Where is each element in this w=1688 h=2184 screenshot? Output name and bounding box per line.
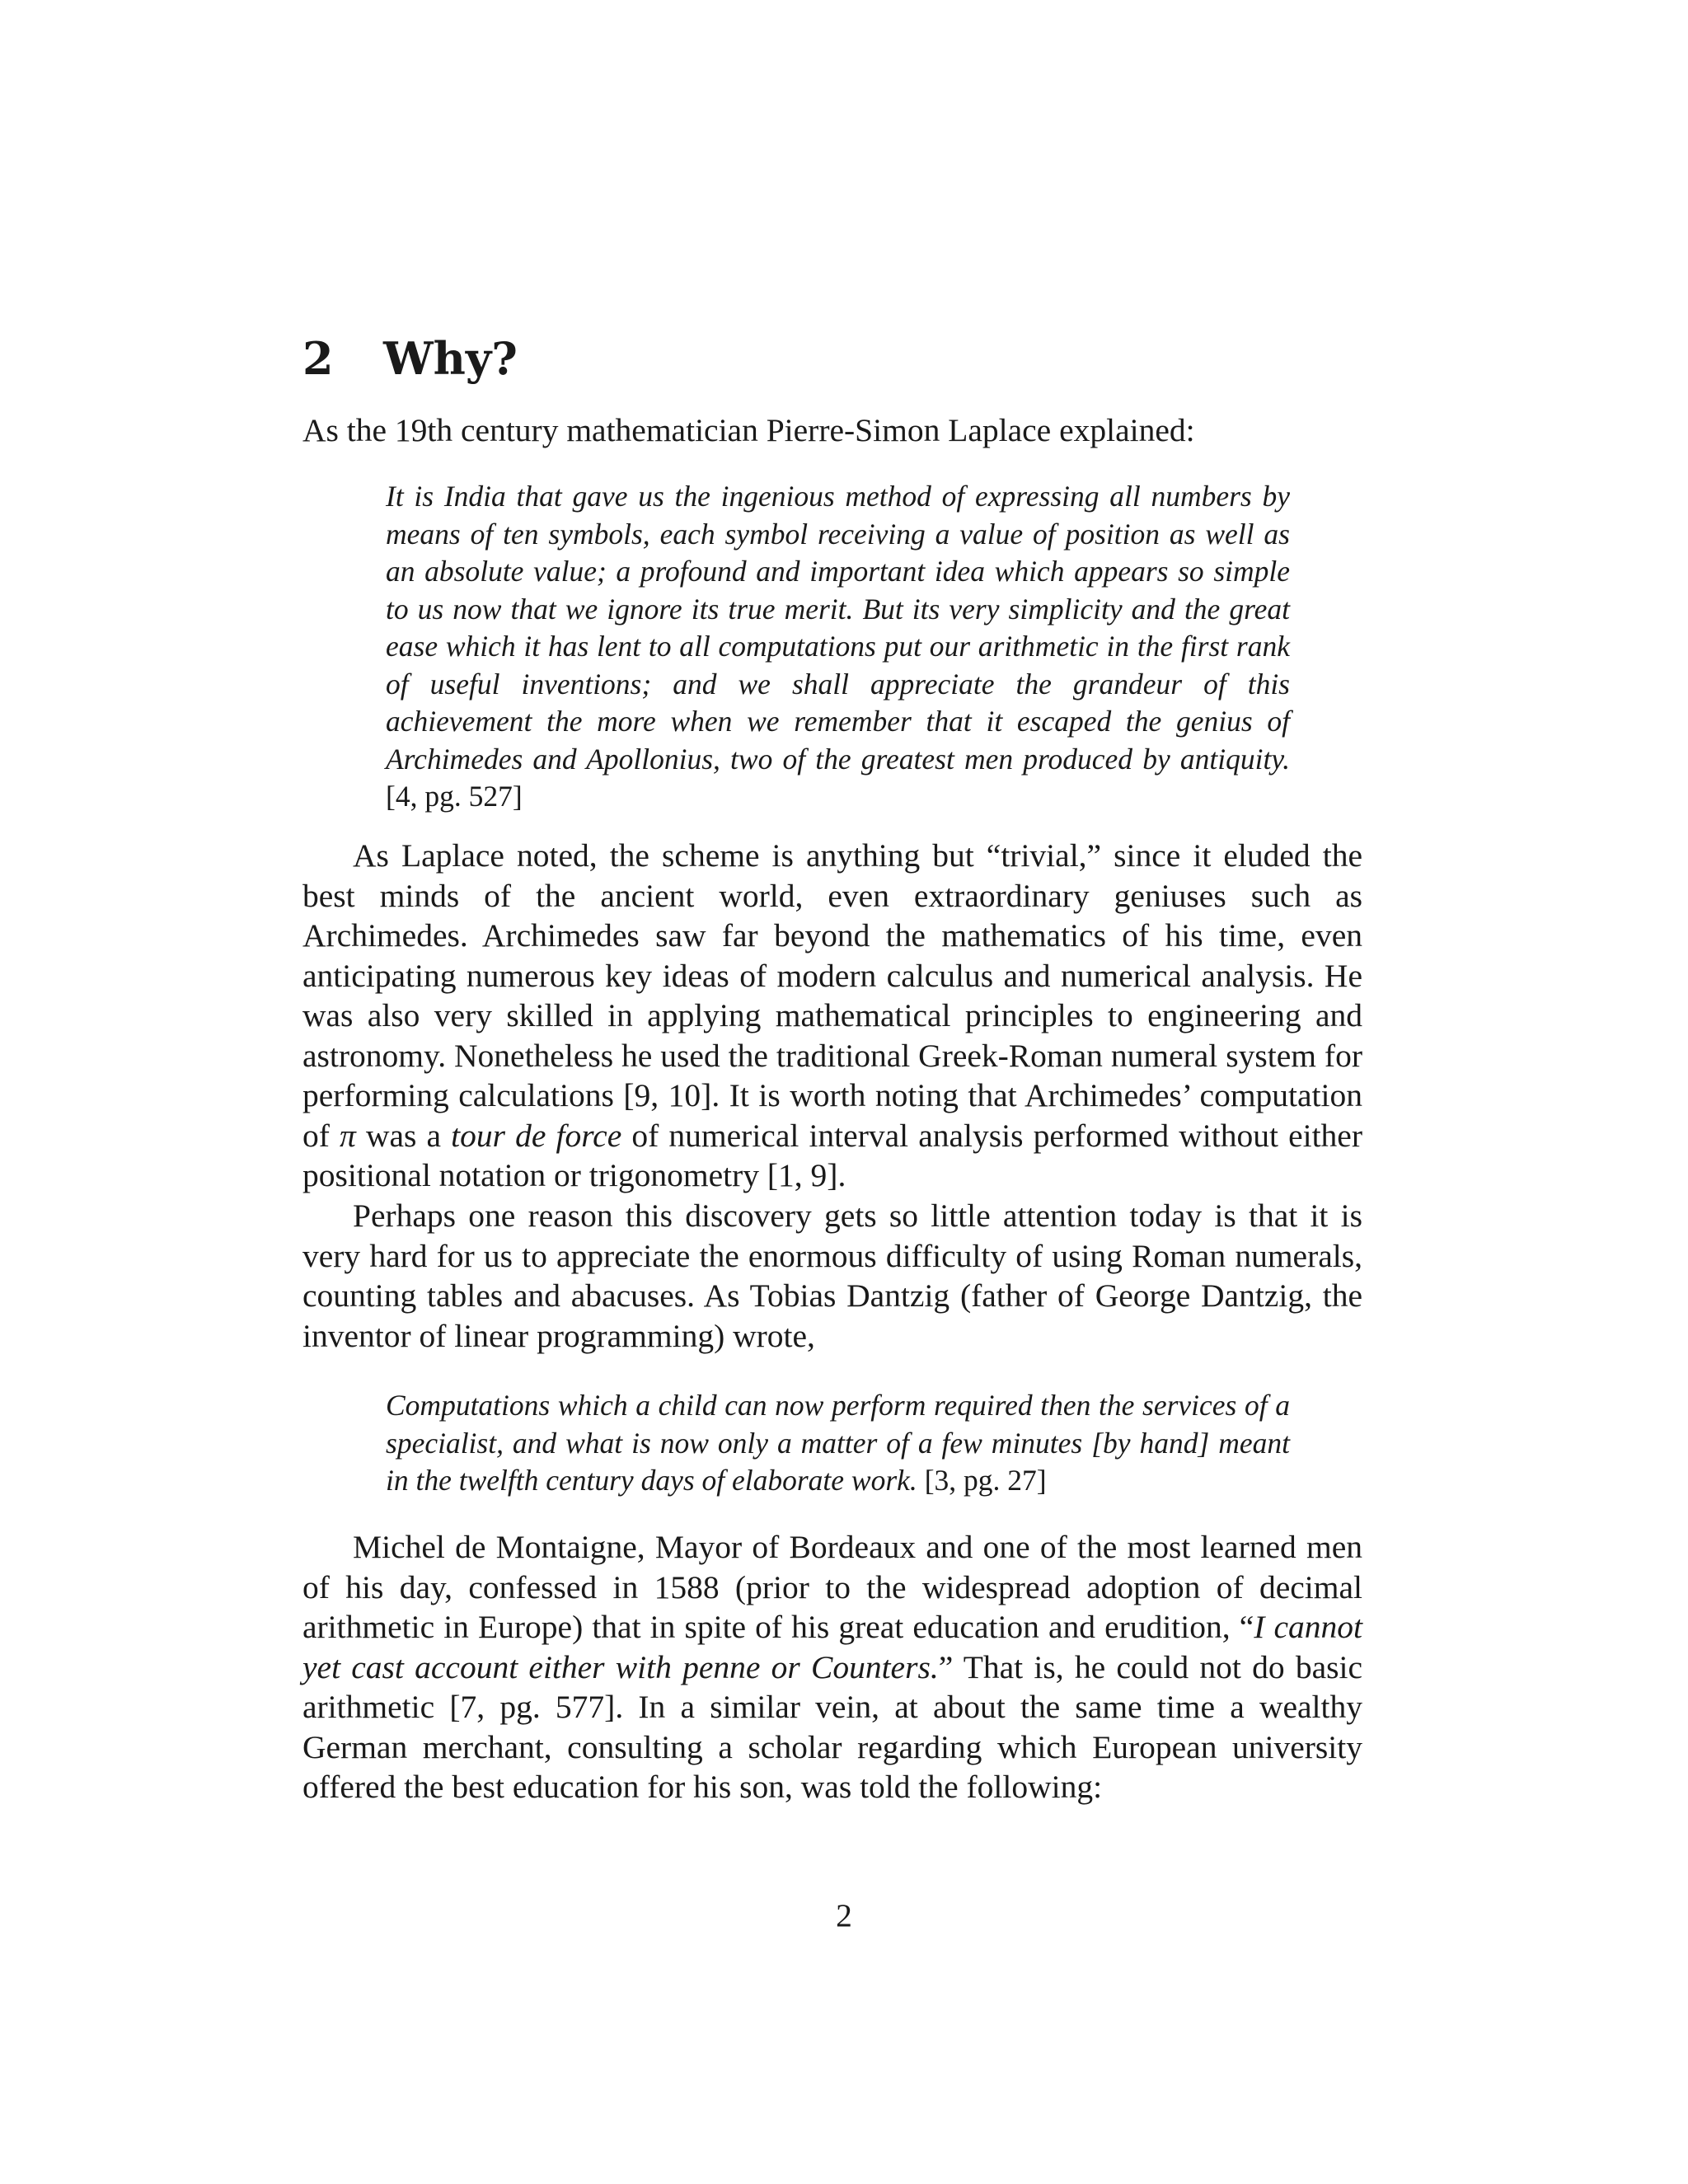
dantzig-quote — [386, 1387, 1290, 1500]
paragraph-montaigne — [302, 1527, 1362, 1807]
section-heading — [302, 330, 518, 387]
italic-phrase: tour de force — [451, 1117, 622, 1154]
laplace-quote-citation: [4, pg. 527] — [386, 780, 523, 813]
section-title: Why? — [383, 332, 518, 385]
paragraph-text: Michel de Montaigne, Mayor of Bordeaux and one of the most learned men of his day, confessed in 1588 (prior to the widespread adoption of decimal arithmetic in Europe) that in spite of his great education and erudition, “ — [302, 1529, 1362, 1645]
paragraph-text: As Laplace noted, the scheme is anything but “trivial,” since it eluded the best minds of the ancient world, even extraordinary geniuses such as Archimedes. Archimedes saw far beyond the mathematics of his time, even anticipating numerous key ideas of modern calculus and numerical analysis. He was also very skilled in applying mathematical principles to engineering and astronomy. Nonetheless he used the traditional Greek-Roman numeral system for performing calculations [9, 10]. It is worth noting that Archimedes’ computation of — [302, 837, 1362, 1154]
dantzig-quote-citation: [3, pg. 27] — [924, 1464, 1047, 1497]
intro-line: As the 19th century mathematician Pierre-Simon Laplace explained: — [302, 412, 1195, 448]
section-number: 2 — [302, 332, 334, 385]
laplace-quote-text: It is India that gave us the ingenious method of expressing all numbers by means of ten symbols, each symbol receiving a value of position as well as an absolute value; a profound and important idea which appears so simple to us now that we ignore its true merit. But its very simplicity and the great ease which it has lent to all computations put our arithmetic in the first rank of useful inventions; and we shall appreciate the grandeur of this achievement the more when we remember that it escaped the genius of Archimedes and Apollonius, two of the greatest men produced by antiquity. — [386, 480, 1290, 776]
paragraph-text: of numerical interval analysis performed without either positional notation or trigonometry [1, 9]. — [302, 1117, 1362, 1193]
paragraph-perhaps: Perhaps one reason this discovery gets so little attention today is that it is very hard for us to appreciate the enormous difficulty of using Roman numerals, counting tables and abacuses. As Tobias Dantzig (father of George Dantzig, the inventor of linear programming) wrote, — [302, 1197, 1362, 1354]
paragraph-laplace-noted — [302, 836, 1362, 1196]
pi-symbol: π — [340, 1117, 356, 1154]
paragraph-text: ” That is, he could not do basic arithmetic [7, pg. 577]. In a similar vein, at about the same time a wealthy German merchant, consulting a scholar regarding which European university offered the best education for his son, was told the following: — [302, 1648, 1362, 1805]
laplace-quote — [386, 478, 1290, 816]
paragraph-text: was a — [355, 1117, 452, 1154]
page-number: 2 — [836, 1897, 852, 1933]
italic-phrase: I cannot yet cast account either with penne or Counters. — [302, 1609, 1363, 1685]
dantzig-quote-text: Computations which a child can now perform required then the services of a specialist, and what is now only a matter of a few minutes [by hand] meant in the twelfth century days of elaborate work. — [386, 1389, 1290, 1497]
